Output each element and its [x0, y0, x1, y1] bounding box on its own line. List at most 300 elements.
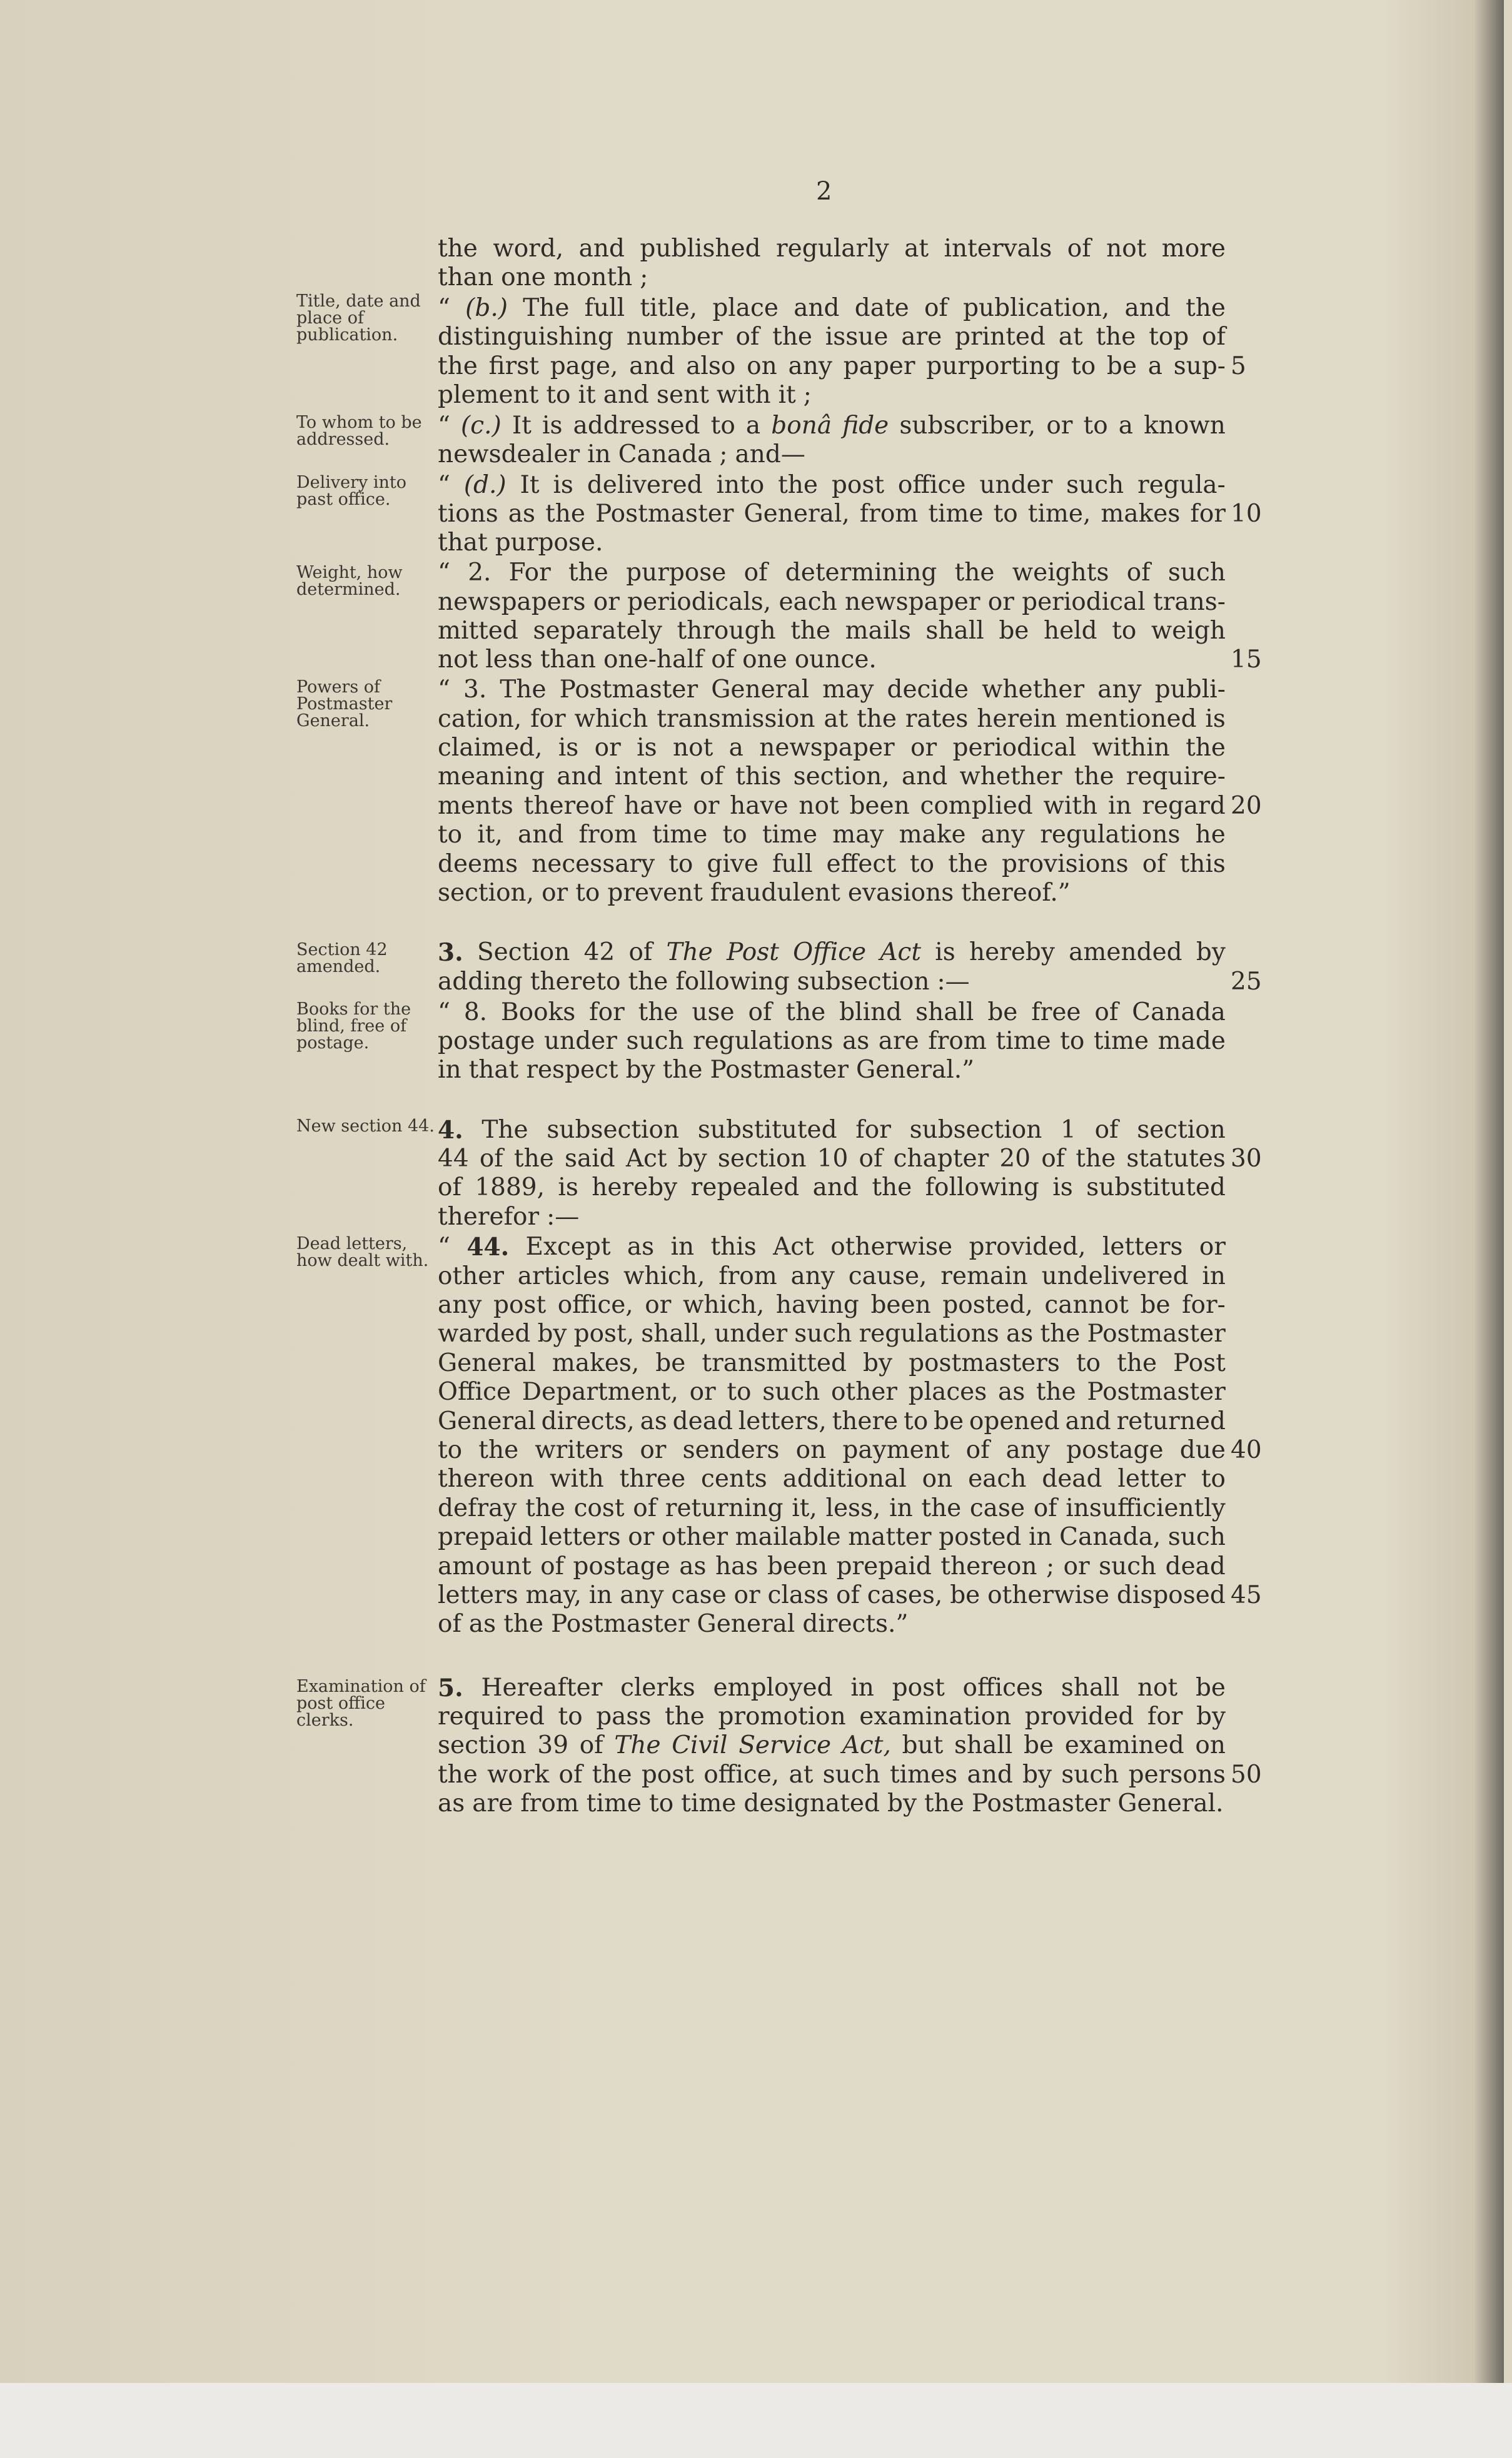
- word: promotion: [718, 1702, 846, 1731]
- word: repealed: [690, 1173, 800, 1201]
- word: opened: [969, 1407, 1060, 1435]
- word: or: [1046, 412, 1073, 440]
- word: letters,: [738, 1407, 827, 1435]
- word: thereto: [530, 968, 621, 996]
- word: 1: [1061, 1116, 1076, 1144]
- word: by: [1196, 938, 1226, 966]
- word: and: [517, 821, 564, 849]
- word: statutes: [1126, 1145, 1226, 1173]
- word: one-half: [603, 645, 704, 674]
- word: provisions: [1001, 850, 1129, 878]
- scan-background-strip: [0, 2383, 1512, 2458]
- word: newsdealer: [438, 440, 580, 468]
- word: Postmaster: [971, 1789, 1111, 1818]
- margin-note-to-whom-addressed: To whom to be addressed.: [296, 413, 422, 449]
- word: regulations: [859, 1320, 999, 1348]
- word: determining: [785, 559, 937, 587]
- word: the: [525, 1494, 565, 1522]
- margin-note-section-42-amended: Section 42 amended.: [296, 940, 388, 976]
- word: been: [870, 1291, 931, 1319]
- word: or: [1199, 1233, 1226, 1261]
- word: designated: [743, 1789, 880, 1818]
- word: time: [681, 1789, 737, 1818]
- word: General: [711, 675, 810, 704]
- word: directs,: [541, 1407, 635, 1435]
- word: trans-: [1153, 588, 1226, 616]
- body-text-line: [438, 1552, 1226, 1581]
- word: or: [987, 588, 1014, 616]
- word: due: [1179, 1436, 1226, 1464]
- word: letters: [540, 1523, 621, 1551]
- word: from: [928, 1027, 987, 1055]
- word: page,: [550, 352, 618, 380]
- word: hereby: [969, 938, 1055, 966]
- word: time: [762, 821, 818, 849]
- word: under: [714, 1320, 788, 1348]
- word: postage: [1066, 1436, 1164, 1464]
- word: not: [438, 645, 478, 674]
- word: of: [438, 1173, 461, 1201]
- word: time: [995, 1027, 1051, 1055]
- word: cents: [701, 1465, 767, 1493]
- word: matter: [848, 1523, 932, 1551]
- word: into: [716, 471, 765, 499]
- word: makes,: [552, 1349, 640, 1377]
- word: meaning: [438, 762, 545, 791]
- word: be: [1140, 1291, 1171, 1319]
- word: Books: [500, 998, 576, 1026]
- word: of: [1041, 1145, 1066, 1173]
- word: cannot: [1044, 1291, 1129, 1319]
- word: the: [662, 1056, 703, 1084]
- word: be: [987, 998, 1018, 1026]
- word: letters: [1102, 1233, 1183, 1261]
- word: as: [640, 1407, 667, 1435]
- word: on: [795, 1436, 827, 1464]
- word: to: [1083, 412, 1108, 440]
- word: is: [1205, 705, 1226, 733]
- body-text-line: [438, 705, 1226, 734]
- word: therefor: [438, 1203, 540, 1231]
- line-number: 25: [1231, 968, 1262, 996]
- word: to: [727, 1378, 752, 1406]
- word: in: [438, 1056, 461, 1084]
- word: transmitted: [702, 1349, 847, 1377]
- word: is: [542, 412, 563, 440]
- word: ;: [803, 381, 812, 409]
- word: published: [640, 235, 761, 263]
- word: of: [628, 938, 653, 966]
- word: in: [670, 1233, 695, 1261]
- word: to: [1076, 1349, 1101, 1377]
- word: than: [540, 645, 597, 674]
- word: cases,: [867, 1581, 943, 1609]
- word: the: [954, 559, 995, 587]
- word: 5.: [438, 1674, 463, 1702]
- word: adding: [438, 968, 523, 996]
- word: in: [587, 440, 611, 468]
- word: three: [619, 1465, 686, 1493]
- word: 4.: [438, 1116, 463, 1145]
- word: of: [748, 998, 772, 1026]
- word: give: [707, 850, 759, 878]
- word: are: [901, 323, 942, 351]
- body-text-line: [438, 1523, 1226, 1552]
- word: chapter: [893, 1145, 989, 1173]
- body-text-line: [438, 1203, 1226, 1232]
- word: in: [889, 1494, 913, 1522]
- word: but: [902, 1731, 944, 1759]
- word: regulations: [693, 1027, 834, 1055]
- word: and: [578, 235, 625, 263]
- word: not: [799, 792, 839, 820]
- word: amount: [438, 1552, 532, 1581]
- word: at: [789, 1761, 814, 1789]
- word: from: [718, 1262, 777, 1290]
- word: thereof.”: [961, 879, 1071, 907]
- body-text-line: [438, 559, 1226, 587]
- word: sent: [657, 381, 709, 409]
- word: of: [633, 1494, 657, 1522]
- word: substituted: [1086, 1173, 1226, 1201]
- word: Act: [773, 1233, 814, 1261]
- word: Postmaster: [595, 500, 734, 528]
- word: any: [620, 1581, 664, 1609]
- word: is: [558, 1173, 578, 1201]
- word: Postmaster: [551, 1610, 690, 1638]
- body-text-line: [438, 1145, 1226, 1173]
- word: work: [487, 1761, 550, 1789]
- word: of: [1094, 998, 1119, 1026]
- word: to: [710, 412, 735, 440]
- word: and: [812, 1173, 859, 1201]
- word: section,: [793, 762, 890, 791]
- word: Office: [438, 1378, 512, 1406]
- body-text-line: [438, 675, 1226, 704]
- word: (d.): [463, 471, 507, 499]
- word: letter: [1117, 1465, 1186, 1493]
- word: have: [730, 792, 789, 820]
- word: following: [675, 968, 790, 996]
- word: section: [717, 1145, 807, 1173]
- word: It: [520, 471, 540, 499]
- word: 42: [583, 938, 615, 966]
- word: by: [625, 1056, 655, 1084]
- word: has: [715, 1552, 759, 1581]
- body-text-line: [438, 1027, 1226, 1056]
- word: or: [733, 1581, 760, 1609]
- word: The: [523, 294, 570, 322]
- margin-note-examination-clerks: Examination of post office clerks.: [296, 1677, 426, 1730]
- body-text-line: [438, 588, 1226, 617]
- word: regulations: [1040, 821, 1181, 849]
- word: Postmaster: [1087, 1320, 1226, 1348]
- word: ments: [438, 792, 513, 820]
- body-text-line: [438, 381, 1226, 410]
- body-text-line: [438, 617, 1226, 645]
- word: a: [745, 412, 761, 440]
- word: the: [1076, 1145, 1116, 1173]
- word: a: [1118, 412, 1134, 440]
- word: to: [909, 850, 935, 878]
- word: (b.): [465, 294, 508, 322]
- line-number: 15: [1231, 645, 1262, 674]
- word: any: [790, 1262, 835, 1290]
- word: cation,: [438, 705, 522, 733]
- word: of: [711, 645, 735, 674]
- word: the: [872, 1173, 912, 1201]
- word: Postmaster: [1087, 1378, 1226, 1406]
- word: persons: [1128, 1761, 1226, 1789]
- word: whether: [982, 675, 1085, 704]
- word: ;: [719, 440, 728, 468]
- word: as: [1005, 1320, 1034, 1348]
- body-text-line: [438, 1056, 1226, 1085]
- word: from: [520, 1789, 579, 1818]
- word: provided,: [969, 1233, 1086, 1261]
- word: printed: [955, 323, 1046, 351]
- word: the: [478, 1436, 519, 1464]
- word: fraudulent: [710, 879, 840, 907]
- word: shall,: [641, 1320, 708, 1348]
- word: from: [578, 821, 638, 849]
- word: the: [1096, 323, 1136, 351]
- word: publi-: [1154, 675, 1226, 704]
- body-text-line: [438, 1436, 1226, 1465]
- word: be: [655, 1349, 686, 1377]
- word: purpose: [626, 559, 727, 587]
- word: “: [438, 998, 450, 1026]
- word: warded: [438, 1320, 531, 1348]
- body-text-line: [438, 1320, 1226, 1348]
- word: post,: [573, 1320, 635, 1348]
- word: each: [968, 1465, 1027, 1493]
- word: Department,: [522, 1378, 678, 1406]
- word: on: [922, 1465, 953, 1493]
- word: by: [863, 1349, 893, 1377]
- body-text-line: [438, 1789, 1226, 1818]
- word: Except: [525, 1233, 611, 1261]
- word: any: [980, 821, 1026, 849]
- word: Post: [727, 938, 779, 966]
- word: :—: [547, 1203, 580, 1231]
- word: transmission: [657, 705, 815, 733]
- word: The: [500, 675, 547, 704]
- word: :—: [937, 968, 970, 996]
- word: “: [438, 412, 450, 440]
- word: to: [438, 821, 463, 849]
- word: pass: [596, 1702, 652, 1731]
- word: any: [438, 1291, 482, 1319]
- body-text-line: [438, 1407, 1226, 1436]
- word: may,: [525, 1581, 582, 1609]
- word: intent: [614, 762, 688, 791]
- word: as: [679, 1552, 707, 1581]
- word: posted: [939, 1523, 1022, 1551]
- body-text-line: [438, 1702, 1226, 1731]
- word: or: [1063, 1552, 1090, 1581]
- word: dead: [1042, 1465, 1102, 1493]
- word: with: [550, 1465, 604, 1493]
- word: respect: [526, 1056, 618, 1084]
- word: one: [501, 263, 546, 291]
- word: ;: [1046, 1552, 1055, 1581]
- word: month: [553, 263, 633, 291]
- word: the: [1040, 1320, 1081, 1348]
- word: or: [689, 1378, 716, 1406]
- word: the: [592, 1761, 632, 1789]
- body-text-line: [438, 471, 1226, 500]
- word: General: [697, 1610, 795, 1638]
- word: first: [488, 352, 539, 380]
- word: 1889,: [475, 1173, 545, 1201]
- word: it,: [792, 1494, 817, 1522]
- word: use: [692, 998, 735, 1026]
- word: General.: [1117, 1789, 1224, 1818]
- body-text-line: [438, 1233, 1226, 1262]
- body-text-line: [438, 1610, 1226, 1639]
- word: shall: [915, 998, 974, 1026]
- word: purpose.: [495, 529, 603, 557]
- word: than: [438, 263, 494, 291]
- word: section: [1137, 1116, 1226, 1144]
- word: which,: [682, 1291, 765, 1319]
- word: free: [1031, 998, 1081, 1026]
- line-number: 45: [1231, 1581, 1262, 1609]
- word: for-: [1182, 1291, 1226, 1319]
- word: been: [767, 1552, 828, 1581]
- word: Postmaster: [559, 675, 698, 704]
- word: substituted: [697, 1116, 837, 1144]
- word: weights: [1012, 559, 1109, 587]
- word: of: [438, 1610, 461, 1638]
- word: class: [767, 1581, 829, 1609]
- word: places: [908, 1378, 987, 1406]
- word: that: [438, 529, 488, 557]
- body-text-line: [438, 938, 1226, 967]
- word: from: [859, 500, 919, 528]
- word: as: [627, 1233, 655, 1261]
- word: or: [593, 588, 620, 616]
- word: whether: [959, 762, 1062, 791]
- body-text-line: [438, 1494, 1226, 1523]
- word: under: [543, 1027, 617, 1055]
- word: offices: [962, 1674, 1044, 1702]
- word: in: [1202, 1262, 1226, 1290]
- word: Canada: [618, 440, 712, 468]
- word: to: [993, 500, 1018, 528]
- word: newspapers: [438, 588, 586, 616]
- body-text-line: [438, 412, 1226, 440]
- word: hereby: [592, 1173, 678, 1201]
- word: weigh: [1151, 617, 1226, 645]
- word: clerks: [620, 1674, 695, 1702]
- word: full: [584, 294, 625, 322]
- word: the: [1074, 762, 1114, 791]
- word: by: [887, 1789, 917, 1818]
- word: such: [1167, 559, 1226, 587]
- word: each: [779, 588, 837, 616]
- word: and: [901, 762, 948, 791]
- word: evasions: [847, 879, 954, 907]
- word: under: [979, 471, 1053, 499]
- word: for: [855, 1116, 891, 1144]
- word: prepaid: [438, 1523, 533, 1551]
- word: as: [438, 1789, 465, 1818]
- word: of: [1126, 559, 1151, 587]
- word: such: [762, 1378, 820, 1406]
- margin-note-title-date-place: Title, date and place of publication.: [296, 291, 421, 345]
- word: Canada: [1132, 998, 1226, 1026]
- word: issue: [825, 323, 889, 351]
- word: the: [785, 998, 826, 1026]
- body-text-line: [438, 968, 1226, 996]
- margin-note-delivery-into-office: Delivery into past office.: [296, 473, 407, 509]
- word: case: [671, 1581, 727, 1609]
- word: ;: [640, 263, 648, 291]
- word: at: [1058, 323, 1083, 351]
- word: intervals: [944, 235, 1052, 263]
- word: of: [735, 323, 760, 351]
- word: postage: [438, 1027, 535, 1055]
- word: is: [637, 734, 657, 762]
- word: the: [665, 1702, 705, 1731]
- word: post: [493, 1291, 547, 1319]
- body-text-line: [438, 440, 1226, 469]
- word: the: [503, 1610, 544, 1638]
- word: the: [772, 323, 813, 351]
- word: Act: [625, 1145, 667, 1173]
- word: “: [438, 559, 450, 587]
- word: such: [822, 1761, 880, 1789]
- word: office,: [703, 1761, 780, 1789]
- word: the: [438, 352, 478, 380]
- word: other: [438, 1262, 504, 1290]
- word: have: [623, 792, 683, 820]
- word: The: [614, 1731, 661, 1759]
- word: herein: [977, 705, 1057, 733]
- word: date: [854, 294, 909, 322]
- word: articles: [517, 1262, 610, 1290]
- word: General.”: [855, 1056, 975, 1084]
- word: to: [1071, 352, 1096, 380]
- body-text-line: [438, 1262, 1226, 1291]
- word: remain: [940, 1262, 1028, 1290]
- word: to: [722, 821, 747, 849]
- body-text-line: [438, 352, 1226, 381]
- word: made: [1157, 1027, 1226, 1055]
- body-text-line: [438, 762, 1226, 791]
- word: mentioned: [1065, 705, 1197, 733]
- word: any: [1097, 675, 1142, 704]
- word: less,: [825, 1494, 881, 1522]
- word: General: [438, 1349, 536, 1377]
- word: post: [641, 1761, 694, 1789]
- word: examination: [859, 1702, 1012, 1731]
- word: other: [830, 1378, 897, 1406]
- word: be: [999, 617, 1029, 645]
- word: additional: [782, 1465, 907, 1493]
- word: with: [1043, 792, 1098, 820]
- word: the: [857, 705, 897, 733]
- word: section: [438, 1731, 527, 1759]
- page-number: 2: [816, 177, 832, 206]
- line-number: 30: [1231, 1145, 1262, 1173]
- word: as: [997, 1378, 1026, 1406]
- word: 20: [999, 1145, 1031, 1173]
- word: this: [1179, 850, 1226, 878]
- word: may: [832, 821, 884, 849]
